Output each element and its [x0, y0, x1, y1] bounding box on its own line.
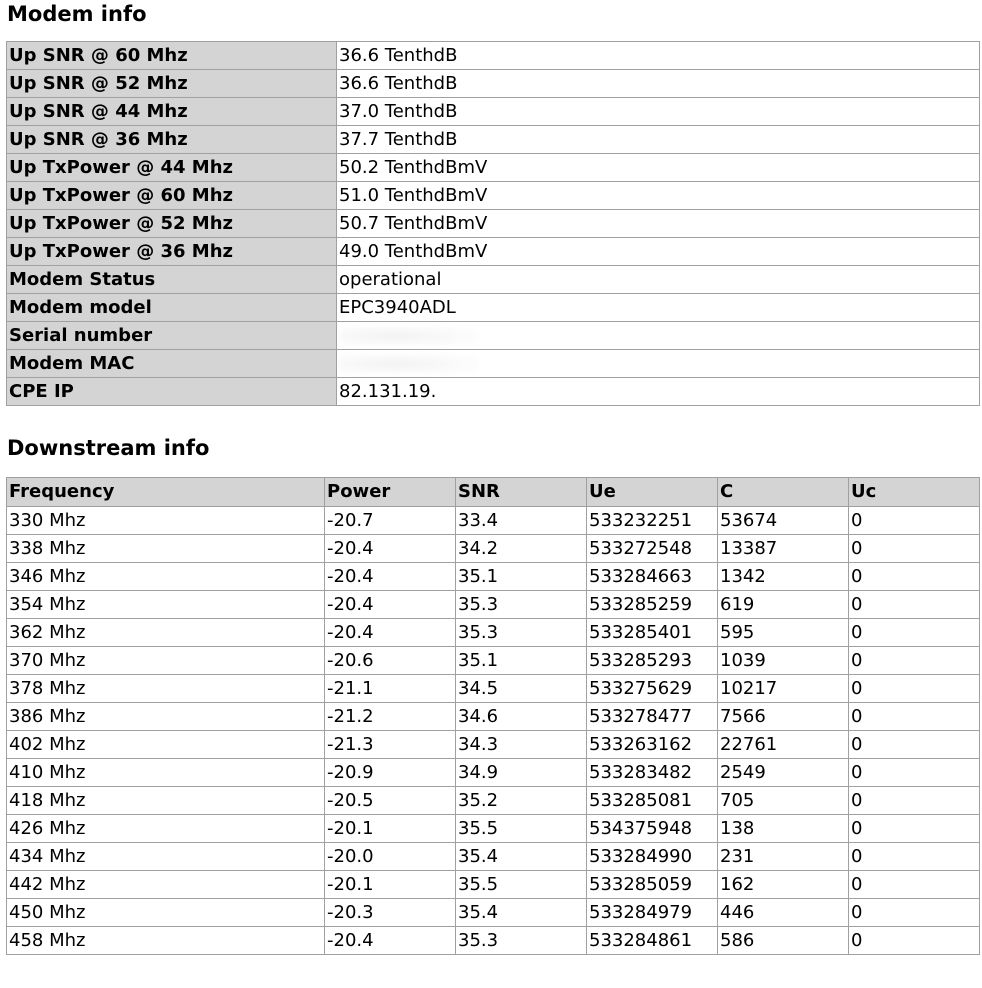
table-row: [7, 731, 980, 759]
cell-c: 13387: [718, 535, 849, 563]
table-row: [7, 787, 980, 815]
table-row: [7, 70, 980, 98]
cell-power: -20.1: [325, 871, 456, 899]
column-header-ue: Ue: [587, 478, 718, 507]
cell-frequency: 338 Mhz: [7, 535, 325, 563]
table-row: [7, 350, 980, 378]
cell-snr: 35.4: [456, 843, 587, 871]
table-row: [7, 619, 980, 647]
cell-power: -21.2: [325, 703, 456, 731]
table-row: [7, 535, 980, 563]
table-row: [7, 815, 980, 843]
table-row: [7, 266, 980, 294]
cell-ue: 533263162: [587, 731, 718, 759]
cell-power: -21.3: [325, 731, 456, 759]
row-label: Up TxPower @ 36 Mhz: [7, 238, 337, 266]
cell-power: -20.0: [325, 843, 456, 871]
cell-ue: 533275629: [587, 675, 718, 703]
table-row: [7, 647, 980, 675]
cell-ue: 533285293: [587, 647, 718, 675]
cell-snr: 34.2: [456, 535, 587, 563]
cell-frequency: 426 Mhz: [7, 815, 325, 843]
row-value: 49.0 TenthdBmV: [337, 238, 980, 266]
cell-frequency: 442 Mhz: [7, 871, 325, 899]
cell-snr: 35.1: [456, 563, 587, 591]
cell-uc: 0: [849, 731, 980, 759]
table-row: [7, 322, 980, 350]
cell-power: -20.4: [325, 591, 456, 619]
cell-power: -20.1: [325, 815, 456, 843]
cell-uc: 0: [849, 815, 980, 843]
cell-c: 586: [718, 927, 849, 955]
row-value: 51.0 TenthdBmV: [337, 182, 980, 210]
table-row: [7, 126, 980, 154]
cell-c: 619: [718, 591, 849, 619]
cell-ue: 533285081: [587, 787, 718, 815]
redacted-mark: [339, 326, 479, 346]
table-row: [7, 563, 980, 591]
table-row: [7, 927, 980, 955]
cell-snr: 34.6: [456, 703, 587, 731]
row-value: operational: [337, 266, 980, 294]
row-value: 37.0 TenthdB: [337, 98, 980, 126]
cell-snr: 35.4: [456, 899, 587, 927]
cell-c: 10217: [718, 675, 849, 703]
cell-uc: 0: [849, 843, 980, 871]
cell-power: -20.6: [325, 647, 456, 675]
cell-ue: 533285401: [587, 619, 718, 647]
cell-snr: 35.5: [456, 815, 587, 843]
cell-snr: 34.5: [456, 675, 587, 703]
cell-uc: 0: [849, 507, 980, 535]
cell-c: 446: [718, 899, 849, 927]
table-row: [7, 675, 980, 703]
cell-ue: 533284663: [587, 563, 718, 591]
cell-frequency: 370 Mhz: [7, 647, 325, 675]
cell-uc: 0: [849, 703, 980, 731]
cell-ue: 533272548: [587, 535, 718, 563]
cell-ue: 533283482: [587, 759, 718, 787]
cell-snr: 34.9: [456, 759, 587, 787]
row-label: Up SNR @ 36 Mhz: [7, 126, 337, 154]
cell-snr: 35.3: [456, 927, 587, 955]
cell-uc: 0: [849, 927, 980, 955]
cell-snr: 34.3: [456, 731, 587, 759]
modem-info-heading: Modem info: [7, 2, 147, 26]
table-row: [7, 899, 980, 927]
column-header-power: Power: [325, 478, 456, 507]
cell-snr: 35.1: [456, 647, 587, 675]
row-label: CPE IP: [7, 378, 337, 406]
cell-uc: 0: [849, 675, 980, 703]
cell-power: -20.4: [325, 619, 456, 647]
table-row: [7, 210, 980, 238]
cell-c: 138: [718, 815, 849, 843]
cell-c: 22761: [718, 731, 849, 759]
table-row: [7, 843, 980, 871]
cell-frequency: 402 Mhz: [7, 731, 325, 759]
column-header-snr: SNR: [456, 478, 587, 507]
cell-uc: 0: [849, 759, 980, 787]
table-row: [7, 507, 980, 535]
table-row: [7, 378, 980, 406]
cell-c: 2549: [718, 759, 849, 787]
row-label: Up TxPower @ 52 Mhz: [7, 210, 337, 238]
row-label: Up SNR @ 60 Mhz: [7, 42, 337, 70]
column-header-frequency: Frequency: [7, 478, 325, 507]
cell-power: -20.4: [325, 927, 456, 955]
cell-ue: 534375948: [587, 815, 718, 843]
cell-power: -20.7: [325, 507, 456, 535]
table-row: [7, 182, 980, 210]
serial-number-value: [337, 322, 980, 350]
table-row: [7, 154, 980, 182]
cell-uc: 0: [849, 563, 980, 591]
row-value: 36.6 TenthdB: [337, 70, 980, 98]
cell-frequency: 418 Mhz: [7, 787, 325, 815]
cell-frequency: 330 Mhz: [7, 507, 325, 535]
cell-frequency: 354 Mhz: [7, 591, 325, 619]
row-value: 50.2 TenthdBmV: [337, 154, 980, 182]
cell-c: 1039: [718, 647, 849, 675]
cell-uc: 0: [849, 871, 980, 899]
table-row: [7, 238, 980, 266]
cell-ue: 533278477: [587, 703, 718, 731]
row-value: 50.7 TenthdBmV: [337, 210, 980, 238]
cell-c: 162: [718, 871, 849, 899]
cell-ue: 533232251: [587, 507, 718, 535]
table-row: [7, 98, 980, 126]
row-value: 36.6 TenthdB: [337, 42, 980, 70]
redacted-mark: [339, 354, 479, 374]
table-row: [7, 759, 980, 787]
downstream-info-table: [6, 477, 980, 955]
row-label: Modem MAC: [7, 350, 337, 378]
cell-uc: 0: [849, 899, 980, 927]
cell-snr: 35.5: [456, 871, 587, 899]
cell-snr: 33.4: [456, 507, 587, 535]
table-row: [7, 591, 980, 619]
cell-c: 595: [718, 619, 849, 647]
column-header-uc: Uc: [849, 478, 980, 507]
cell-uc: 0: [849, 535, 980, 563]
row-label: Up SNR @ 52 Mhz: [7, 70, 337, 98]
cell-c: 231: [718, 843, 849, 871]
cell-uc: 0: [849, 787, 980, 815]
cell-power: -20.4: [325, 535, 456, 563]
row-value: 37.7 TenthdB: [337, 126, 980, 154]
row-label: Serial number: [7, 322, 337, 350]
cell-ue: 533284861: [587, 927, 718, 955]
cell-frequency: 410 Mhz: [7, 759, 325, 787]
cell-ue: 533284990: [587, 843, 718, 871]
cell-frequency: 362 Mhz: [7, 619, 325, 647]
cell-ue: 533284979: [587, 899, 718, 927]
cell-uc: 0: [849, 619, 980, 647]
cell-c: 1342: [718, 563, 849, 591]
cell-ue: 533285059: [587, 871, 718, 899]
table-header-row: [7, 478, 980, 507]
row-value: 82.131.19.: [337, 378, 980, 406]
row-label: Up TxPower @ 44 Mhz: [7, 154, 337, 182]
cell-snr: 35.2: [456, 787, 587, 815]
table-row: [7, 703, 980, 731]
table-row: [7, 42, 980, 70]
column-header-c: C: [718, 478, 849, 507]
cell-snr: 35.3: [456, 619, 587, 647]
cell-frequency: 458 Mhz: [7, 927, 325, 955]
cell-frequency: 450 Mhz: [7, 899, 325, 927]
row-label: Modem Status: [7, 266, 337, 294]
cell-ue: 533285259: [587, 591, 718, 619]
cell-uc: 0: [849, 591, 980, 619]
cell-c: 705: [718, 787, 849, 815]
cell-frequency: 378 Mhz: [7, 675, 325, 703]
row-label: Up SNR @ 44 Mhz: [7, 98, 337, 126]
cell-frequency: 386 Mhz: [7, 703, 325, 731]
cell-power: -20.9: [325, 759, 456, 787]
modem-mac-value: [337, 350, 980, 378]
cell-c: 53674: [718, 507, 849, 535]
cell-power: -20.4: [325, 563, 456, 591]
cell-snr: 35.3: [456, 591, 587, 619]
cell-c: 7566: [718, 703, 849, 731]
cell-power: -20.5: [325, 787, 456, 815]
downstream-info-heading: Downstream info: [7, 436, 210, 460]
row-label: Modem model: [7, 294, 337, 322]
row-value: EPC3940ADL: [337, 294, 980, 322]
table-row: [7, 871, 980, 899]
downstream-rows: [7, 507, 980, 955]
row-label: Up TxPower @ 60 Mhz: [7, 182, 337, 210]
cell-frequency: 434 Mhz: [7, 843, 325, 871]
cell-power: -20.3: [325, 899, 456, 927]
cell-frequency: 346 Mhz: [7, 563, 325, 591]
cell-uc: 0: [849, 647, 980, 675]
table-row: [7, 294, 980, 322]
cell-power: -21.1: [325, 675, 456, 703]
modem-info-table: [6, 41, 980, 406]
